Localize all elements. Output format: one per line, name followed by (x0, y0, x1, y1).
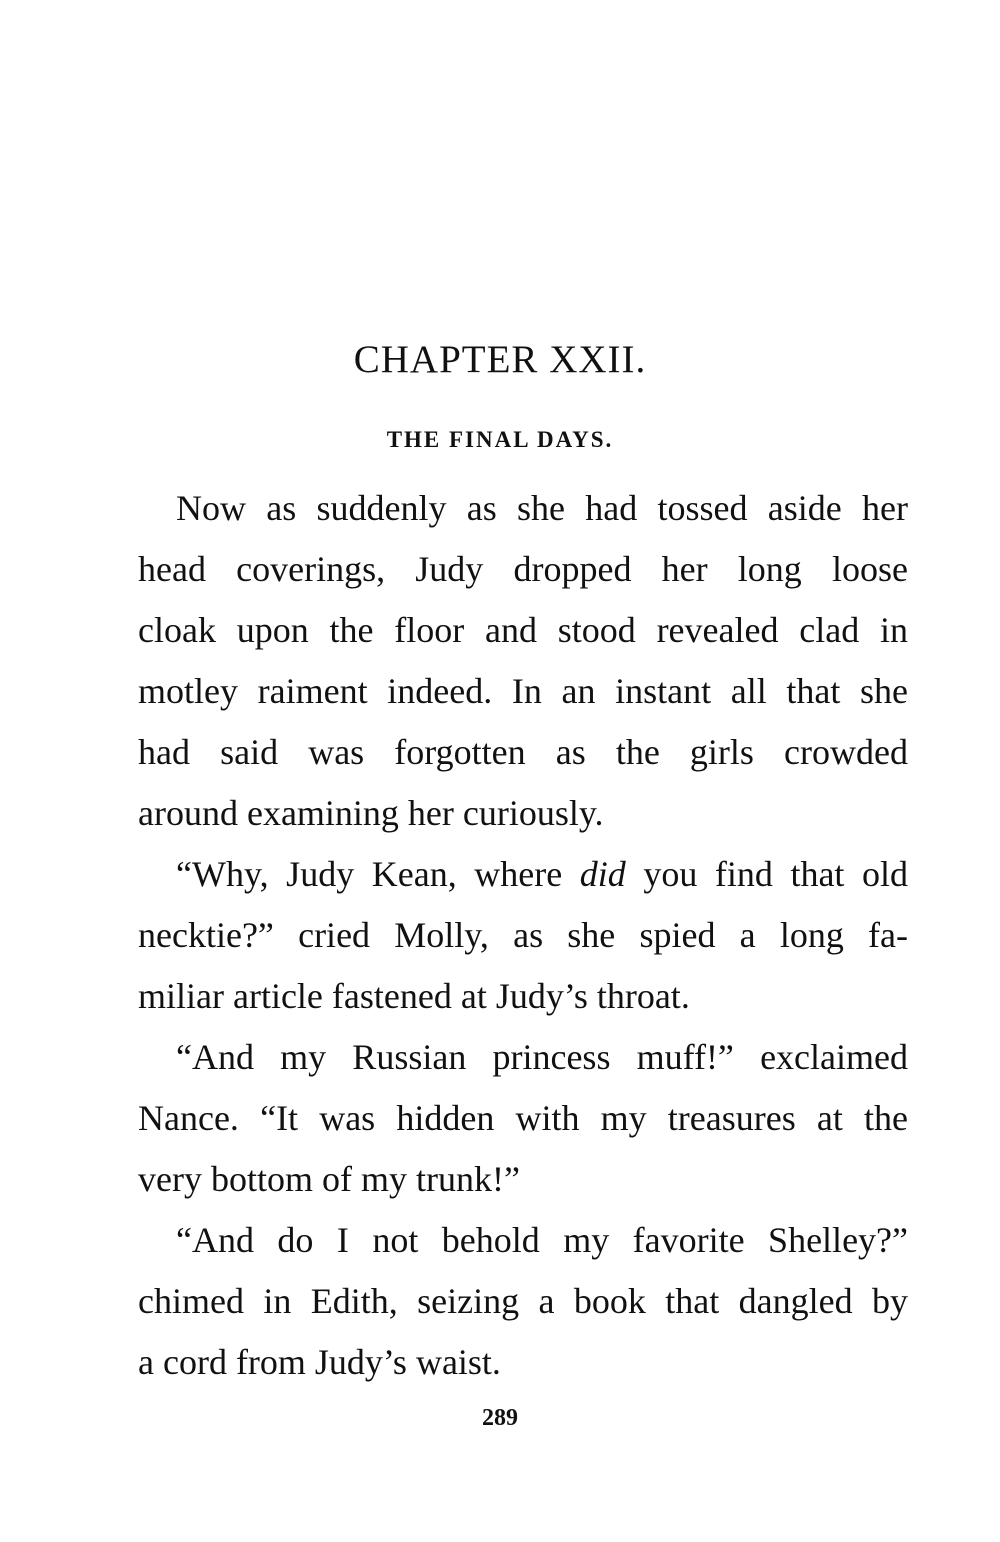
chapter-subtitle: THE FINAL DAYS. (386, 427, 614, 452)
text-line: motley raiment indeed. In an instant all that she (138, 671, 908, 711)
text-line: cloak upon the floor and stood revealed clad in (138, 610, 908, 650)
text-line: miliar article fastened at Judy’s throat. (138, 976, 690, 1016)
text-line: “And do I not behold my favorite Shelley?” (176, 1220, 908, 1260)
text-line: necktie?” cried Molly, as she spied a long fa- (138, 915, 908, 955)
text-line: a cord from Judy’s waist. (138, 1342, 501, 1382)
text-line (138, 844, 908, 905)
chapter-title: CHAPTER XXII. (353, 338, 647, 381)
text-line: Nance. “It was hidden with my treasures at the (138, 1098, 908, 1138)
text-line: “And my Russian princess muff!” exclaimed (176, 1037, 908, 1077)
text-segment: “Why, Judy Kean, where (176, 854, 580, 894)
emphasis-text: did (579, 854, 626, 894)
text-line: very bottom of my trunk!” (138, 1159, 520, 1199)
body-text (138, 478, 908, 1393)
text-line: around examining her curiously. (138, 793, 604, 833)
text-line: Now as suddenly as she had tossed aside her (176, 488, 908, 528)
text-line: had said was forgotten as the girls crowded (138, 732, 908, 772)
text-line: head coverings, Judy dropped her long loose (138, 549, 908, 589)
page-number: 289 (482, 1405, 518, 1431)
text-line: chimed in Edith, seizing a book that dangled by (138, 1281, 908, 1321)
text-segment: you find that old (625, 854, 908, 894)
